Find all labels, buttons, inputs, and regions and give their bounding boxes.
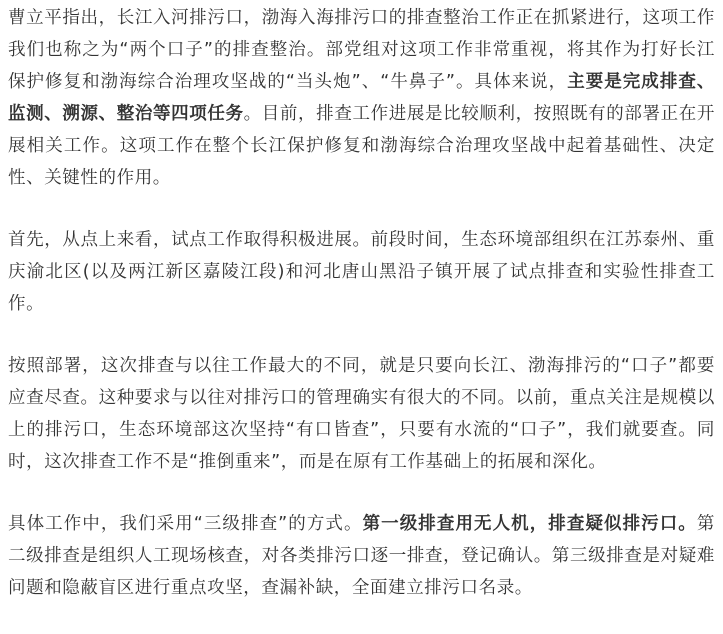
text-segment: 具体工作中，我们采用“三级排查”的方式。 [8, 514, 363, 534]
text-segment: 。目前，排查工作进展是比较顺利，按照既有的部署正在开展相关工作。这项工作在整个长江保护修复和渤海综合治理攻坚战中起着基础性、决定性、关键性的作用。 [8, 104, 715, 188]
paragraph [8, 2, 715, 194]
text-segment: 首先，从点上来看，试点工作取得积极进展。前段时间，生态环境部组织在江苏泰州、重庆渝北区(以及两江新区嘉陵江段)和河北唐山黑沿子镇开展了试点排查和实验性排查工作。 [8, 230, 715, 314]
paragraph [8, 350, 715, 478]
text-segment: 按照部署，这次排查与以往工作最大的不同，就是只要向长江、渤海排污的“口子”都要应查尽查。这种要求与以往对排污口的管理确实有很大的不同。以前，重点关注是规模以上的排污口，生态环境部这次坚持“有口皆查”，只要有水流的“口子”，我们就要查。同时，这次排查工作不是“推倒重来”，而是在原有工作基础上的拓展和深化。 [8, 356, 715, 472]
article-body [8, 2, 715, 634]
paragraph [8, 508, 715, 604]
text-segment: 第二级排查是组织人工现场核查，对各类排污口逐一排查，登记确认。第三级排查是对疑难问题和隐蔽盲区进行重点攻坚，查漏补缺，全面建立排污口名录。 [8, 514, 715, 598]
paragraph [8, 224, 715, 320]
bold-text-segment: 第一级排查用无人机，排查疑似排污口。 [362, 514, 697, 534]
bold-text-segment: 主要是完成排查、监测、溯源、整治等四项任务 [8, 72, 715, 124]
text-segment: 曹立平指出，长江入河排污口，渤海入海排污口的排查整治工作正在抓紧进行，这项工作我们也称之为“两个口子”的排查整治。部党组对这项工作非常重视，将其作为打好长江保护修复和渤海综合治理攻坚战的“当头炮”、“牛鼻子”。具体来说， [8, 8, 715, 92]
